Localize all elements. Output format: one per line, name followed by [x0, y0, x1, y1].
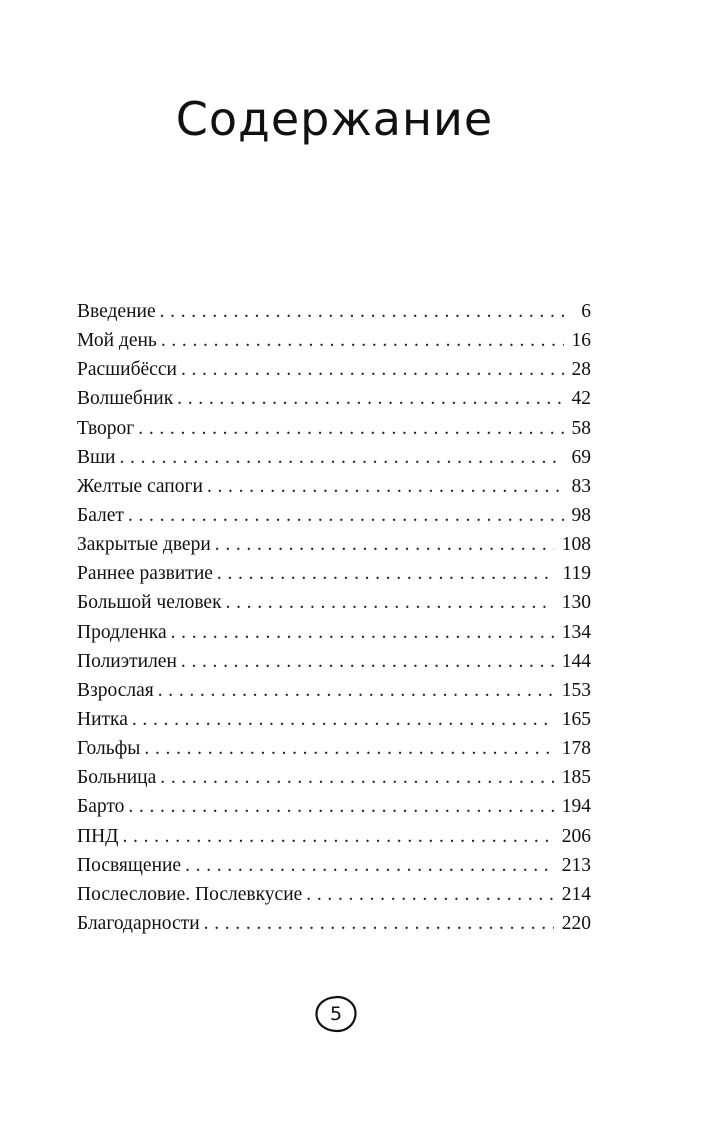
toc-entry[interactable]	[77, 822, 591, 851]
toc-leader-dots	[181, 647, 554, 676]
toc-entry-title: Больница	[77, 767, 157, 789]
toc-leader-dots	[160, 297, 565, 326]
toc-leader-dots	[144, 734, 553, 763]
toc-entry-page: 134	[561, 621, 591, 643]
toc-entry-page: 214	[561, 883, 591, 905]
toc-entry[interactable]	[77, 588, 591, 617]
toc-leader-dots	[158, 676, 554, 705]
toc-entry[interactable]	[77, 443, 591, 472]
toc-entry[interactable]	[77, 414, 591, 443]
toc-entry-page: 98	[571, 504, 591, 526]
toc-leader-dots	[204, 909, 554, 938]
toc-entry[interactable]	[77, 763, 591, 792]
toc-entry-page: 42	[571, 388, 591, 410]
toc-leader-dots	[226, 588, 554, 617]
toc-entry-title: Посвящение	[77, 854, 182, 876]
toc-leader-dots	[138, 414, 563, 443]
toc-entry-title: Расшибёсси	[77, 359, 177, 381]
page-number-badge	[314, 994, 358, 1034]
toc-entry-title: Введение	[77, 301, 156, 322]
toc-leader-dots	[160, 763, 553, 792]
toc-entry-title: Закрытые двери	[77, 534, 211, 556]
toc-entry-title: ПНД	[77, 825, 119, 847]
toc-entry-page: 206	[561, 825, 591, 847]
toc-leader-dots	[177, 384, 563, 413]
toc-entry-title: Послесловие. Послевкусие	[77, 883, 303, 905]
toc-entry-page: 58	[571, 417, 591, 439]
toc-entry-title: Творог	[77, 417, 135, 439]
toc-leader-dots	[207, 472, 564, 501]
toc-entry-title: Барто	[77, 796, 125, 818]
toc-entry-page: 165	[561, 708, 591, 730]
toc-entry-page: 185	[561, 767, 591, 789]
toc-entry-title: Полиэтилен	[77, 650, 177, 672]
toc-entry-title: Мой день	[77, 330, 157, 352]
toc-entry[interactable]	[77, 530, 591, 559]
toc-entry-page: 119	[562, 563, 591, 585]
toc-leader-dots	[132, 705, 554, 734]
toc-entry-page: 83	[571, 475, 591, 497]
toc-entry[interactable]	[77, 559, 591, 588]
toc-entry-title: Вши	[77, 446, 116, 468]
toc-entry[interactable]	[77, 705, 591, 734]
toc-entry[interactable]	[77, 384, 591, 413]
table-of-contents	[77, 297, 591, 938]
toc-entry-title: Волшебник	[77, 388, 174, 410]
toc-leader-dots	[161, 326, 564, 355]
toc-entry[interactable]	[77, 297, 591, 326]
toc-leader-dots	[306, 880, 553, 909]
toc-entry-page: 69	[571, 446, 591, 468]
toc-entry-page: 144	[561, 650, 591, 672]
toc-entry[interactable]	[77, 676, 591, 705]
toc-leader-dots	[215, 530, 554, 559]
toc-leader-dots	[119, 443, 563, 472]
toc-entry-page: 178	[561, 738, 591, 760]
toc-entry[interactable]	[77, 501, 591, 530]
toc-entry-title: Продленка	[77, 621, 167, 643]
toc-leader-dots	[122, 822, 553, 851]
toc-entry-page: 108	[561, 534, 591, 556]
toc-entry-title: Балет	[77, 504, 124, 526]
toc-entry[interactable]	[77, 618, 591, 647]
toc-entry[interactable]	[77, 792, 591, 821]
toc-entry[interactable]	[77, 326, 591, 355]
toc-entry[interactable]	[77, 647, 591, 676]
toc-entry[interactable]	[77, 734, 591, 763]
toc-entry[interactable]	[77, 909, 591, 938]
toc-entry[interactable]	[77, 880, 591, 909]
toc-entry-title: Взрослая	[77, 679, 154, 701]
toc-entry-page: 130	[561, 592, 591, 614]
toc-entry-title: Гольфы	[77, 738, 141, 760]
toc-entry-page: 16	[571, 330, 591, 352]
toc-entry-title: Большой человек	[77, 592, 222, 614]
toc-entry-page: 6	[581, 301, 591, 322]
toc-entry-title: Желтые сапоги	[77, 475, 203, 497]
toc-leader-dots	[185, 851, 554, 880]
page-number: 5	[329, 1003, 343, 1025]
toc-entry-page: 220	[561, 912, 591, 934]
toc-leader-dots	[171, 618, 554, 647]
toc-leader-dots	[128, 501, 564, 530]
toc-entry-title: Благодарности	[77, 912, 200, 934]
toc-entry-page: 153	[561, 679, 591, 701]
toc-entry[interactable]	[77, 355, 591, 384]
toc-entry-title: Раннее развитие	[77, 563, 213, 585]
toc-leader-dots	[181, 355, 564, 384]
toc-leader-dots	[217, 559, 555, 588]
toc-leader-dots	[128, 792, 553, 821]
toc-entry-title: Нитка	[77, 708, 128, 730]
toc-entry-page: 28	[571, 359, 591, 381]
toc-entry-page: 213	[561, 854, 591, 876]
toc-entry[interactable]	[77, 472, 591, 501]
toc-entry-page: 194	[561, 796, 591, 818]
toc-entry[interactable]	[77, 851, 591, 880]
page-title: Содержание	[175, 92, 494, 146]
